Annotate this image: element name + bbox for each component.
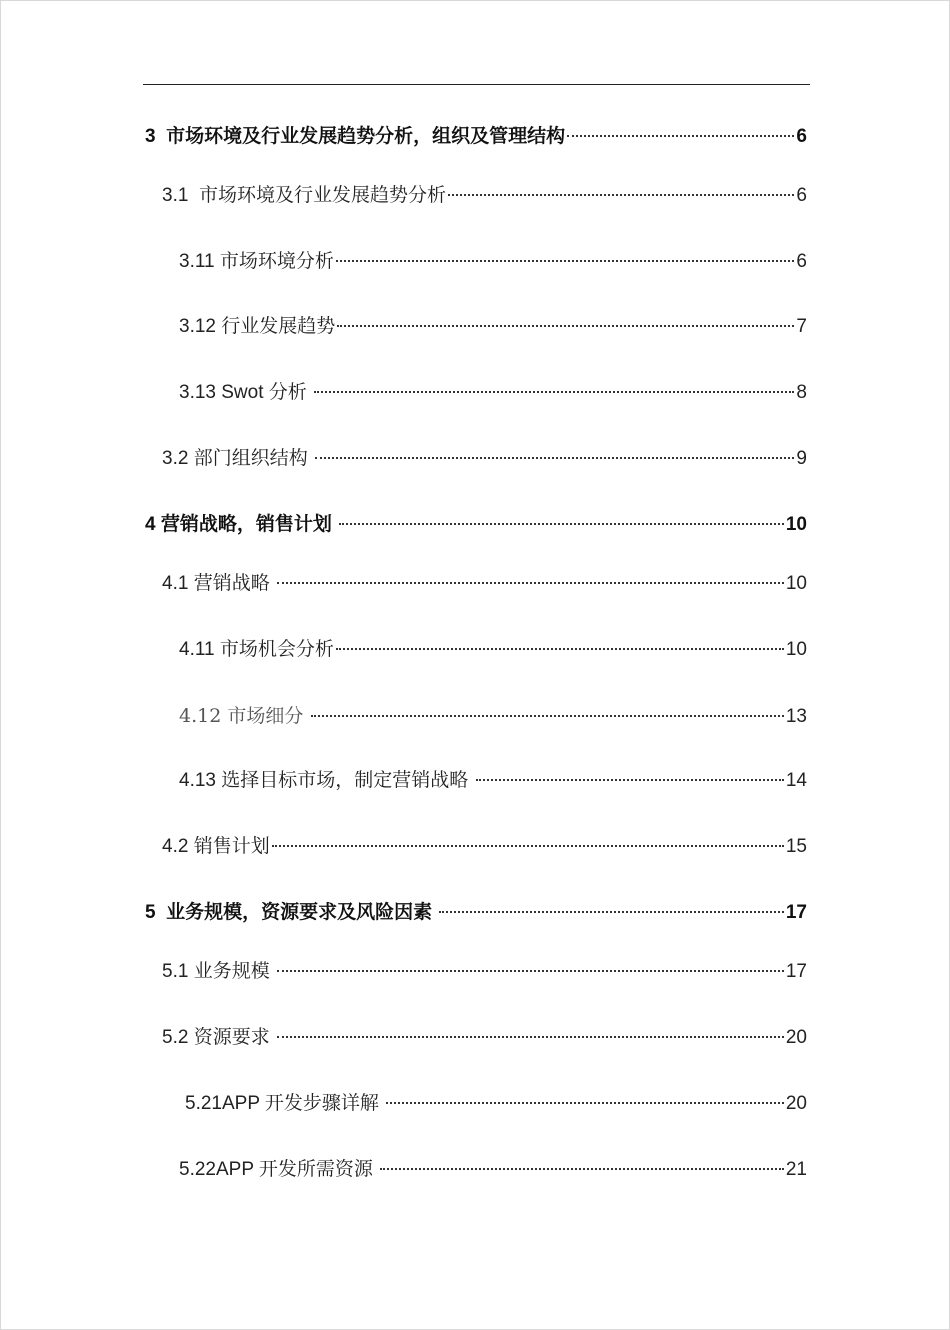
toc-page: 9	[796, 448, 807, 469]
dot-leader	[380, 1168, 784, 1170]
dot-leader	[386, 1102, 784, 1104]
dot-leader	[567, 135, 794, 137]
toc-entry[interactable]	[162, 446, 807, 472]
toc-entry[interactable]	[145, 900, 807, 926]
toc-label: 5.21APP 开发步骤详解	[185, 1093, 385, 1114]
dot-leader	[439, 911, 783, 913]
dot-leader	[476, 779, 784, 781]
dot-leader	[315, 457, 794, 459]
dot-leader	[272, 845, 784, 847]
dot-leader	[314, 391, 794, 393]
toc-page: 10	[785, 573, 807, 594]
toc-page: 15	[785, 836, 807, 857]
toc-label: 4.13 选择目标市场，制定营销战略	[179, 770, 474, 791]
dot-leader	[337, 325, 794, 327]
toc-page: 17	[785, 961, 807, 982]
toc-page: 13	[785, 706, 807, 727]
toc-entry[interactable]	[179, 1157, 807, 1183]
dot-leader	[448, 194, 794, 196]
toc-page: 20	[785, 1027, 807, 1048]
toc-label: 4.12 市场细分	[179, 705, 310, 727]
toc-entry[interactable]	[179, 637, 807, 663]
toc-label: 3.1 市场环境及行业发展趋势分析	[162, 185, 446, 206]
toc-label: 3 市场环境及行业发展趋势分析，组织及管理结构	[145, 126, 566, 147]
toc-label: 4 营销战略，销售计划	[145, 514, 338, 535]
toc-entry[interactable]	[162, 1025, 807, 1051]
toc-page: 20	[785, 1093, 807, 1114]
dot-leader	[339, 523, 784, 525]
toc-entry[interactable]	[162, 959, 807, 985]
toc-entry[interactable]	[145, 124, 807, 150]
dot-leader	[311, 715, 783, 717]
dot-leader	[336, 260, 795, 262]
toc-entry[interactable]	[179, 768, 807, 794]
toc-page: 7	[796, 316, 807, 337]
toc-label: 3.13 Swot 分析	[179, 382, 313, 403]
toc-entry[interactable]	[162, 183, 807, 209]
toc-label: 3.11 市场环境分析	[179, 251, 334, 272]
header-rule	[143, 84, 810, 85]
toc-label: 4.2 销售计划	[162, 836, 270, 857]
toc-label: 4.11 市场机会分析	[179, 639, 334, 660]
dot-leader	[277, 1036, 784, 1038]
toc-entry[interactable]	[145, 512, 807, 538]
toc-label: 5 业务规模，资源要求及风险因素	[145, 902, 438, 923]
toc-entry[interactable]	[179, 249, 807, 275]
toc-page: 8	[796, 382, 807, 403]
dot-leader	[277, 582, 784, 584]
toc-label: 5.1 业务规模	[162, 961, 275, 982]
toc-label: 3.2 部门组织结构	[162, 448, 313, 469]
toc-page: 6	[796, 251, 807, 272]
toc-entry[interactable]	[162, 571, 807, 597]
toc-page: 6	[796, 185, 807, 206]
toc-label: 5.22APP 开发所需资源	[179, 1159, 379, 1180]
toc-page: 14	[785, 770, 807, 791]
toc-entry[interactable]	[179, 314, 807, 340]
toc-page: 6	[796, 126, 807, 147]
toc-label: 5.2 资源要求	[162, 1027, 275, 1048]
toc-page: 10	[785, 639, 807, 660]
toc-label: 3.12 行业发展趋势	[179, 316, 336, 337]
dot-leader	[277, 970, 784, 972]
toc-entry[interactable]	[179, 380, 807, 406]
toc-label: 4.1 营销战略	[162, 573, 275, 594]
toc-entry[interactable]	[162, 834, 807, 860]
toc-entry[interactable]	[185, 1091, 807, 1117]
toc-entry[interactable]	[179, 703, 807, 729]
dot-leader	[336, 648, 784, 650]
toc-page: 10	[785, 514, 807, 535]
toc-page: 17	[785, 902, 807, 923]
toc-page: 21	[785, 1159, 807, 1180]
